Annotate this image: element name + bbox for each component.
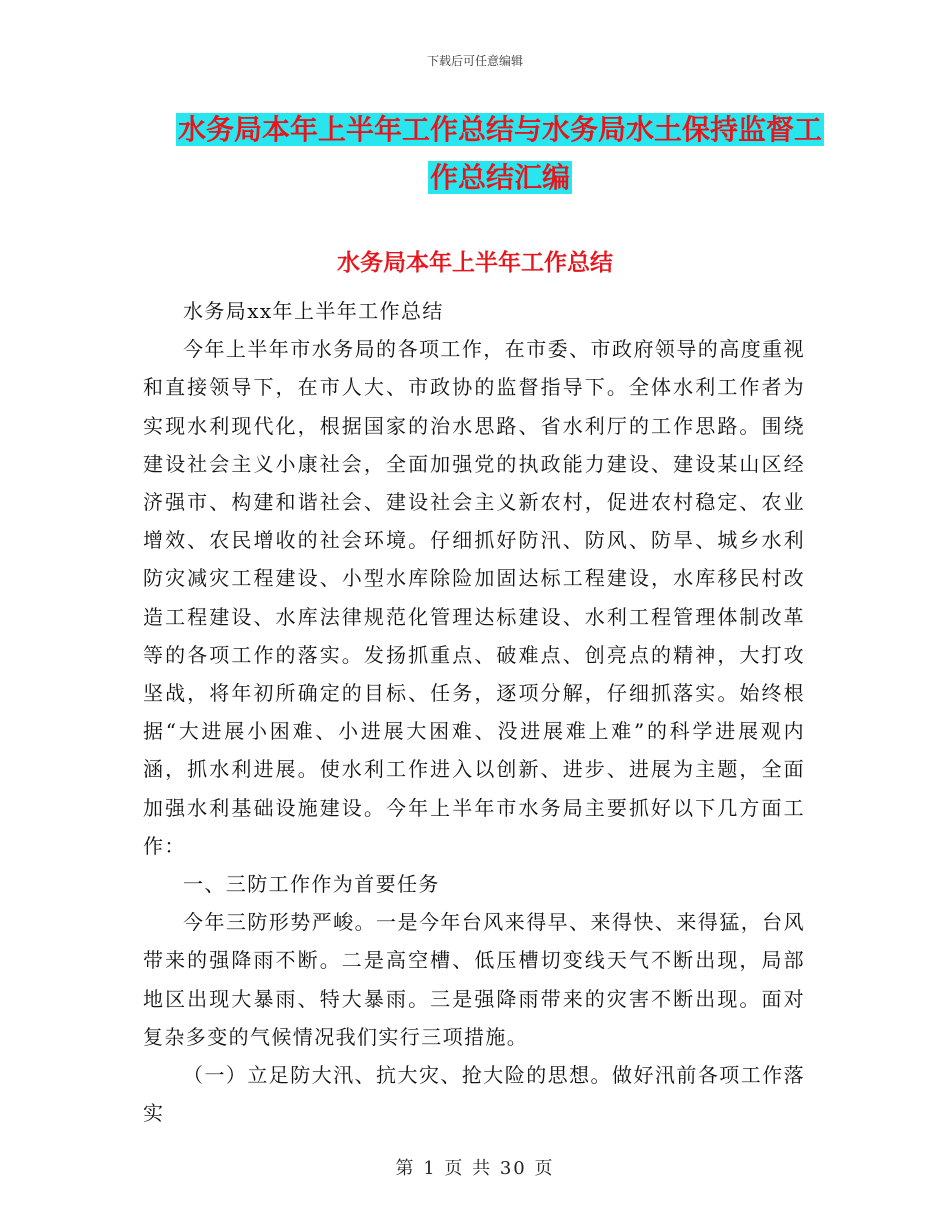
section-title: 水务局本年上半年工作总结: [337, 250, 613, 276]
paragraph-subheading-1: （一）立足防大汛、抗大灾、抢大险的思想。做好汛前各项工作落实: [143, 1063, 805, 1126]
paragraph-situation: 今年三防形势严峻。一是今年台风来得早、来得快、来得猛，台风带来的强降雨不断。二是高空槽、低压槽切变线天气不断出现，局部地区出现大暴雨、特大暴雨。三是强降雨带来的灾害不断出现。面对复杂多变的气候情况我们实行三项措施。: [143, 910, 805, 1049]
paragraph-subtitle: 水务局xx年上半年工作总结: [183, 299, 444, 323]
paragraph-intro: 今年上半年市水务局的各项工作，在市委、市政府领导的高度重视和直接领导下，在市人大、市政协的监督指导下。全体水利工作者为实现水利现代化，根据国家的治水思路、省水利厅的工作思路。围绕建设社会主义小康社会，全面加强党的执政能力建设、建设某山区经济强市、构建和谐社会、建设社会主义新农村，促进农村稳定、农业增效、农民增收的社会环境。仔细抓好防汛、防风、防旱、城乡水利防灾减灾工程建设、小型水库除险加固达标工程建设，水库移民村改造工程建设、水库法律规范化管理达标建设、水利工程管理体制改革等的各项工作的落实。发扬抓重点、破难点、创亮点的精神，大打攻坚战，将年初所确定的目标、任务，逐项分解，仔细抓落实。始终根据“大进展小困难、小进展大困难、没进展难上难”的科学进展观内涵，抓水利进展。使水利工作进入以创新、进步、进展为主题，全面加强水利基础设施建设。今年上半年市水务局主要抓好以下几方面工作：: [143, 337, 805, 858]
document-title: [130, 106, 870, 202]
page-number: 第 1 页 共 30 页: [395, 1158, 555, 1179]
document-body: [143, 292, 805, 1132]
document-title-line-2: 作总结汇编: [429, 161, 570, 194]
paragraph-heading-1: 一、三防工作作为首要任务: [183, 872, 440, 897]
header-note: 下载后可任意编辑: [426, 54, 523, 68]
document-title-line-1: 水务局本年上半年工作总结与水务局水土保持监督工: [177, 113, 822, 146]
